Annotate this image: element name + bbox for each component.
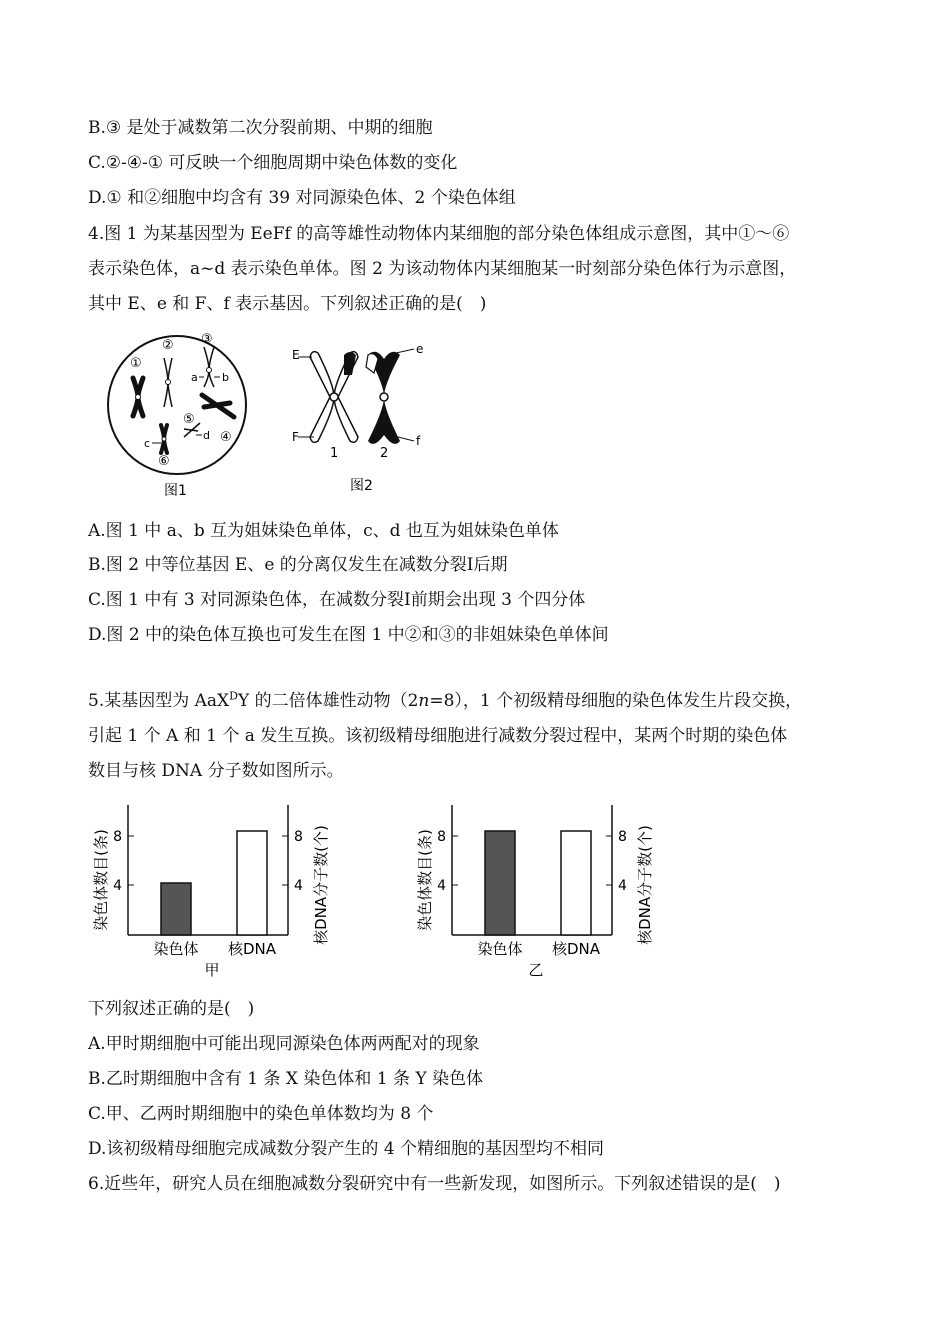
q3-option-c: C.②-④-① 可反映一个细胞周期中染色体数的变化	[88, 153, 458, 173]
chromosome-pair-2	[366, 349, 414, 444]
gene-label-F: F	[292, 430, 299, 444]
figure-1-caption: 图1	[164, 483, 187, 499]
q5-option-d: D.该初级精母细胞完成减数分裂产生的 4 个精细胞的基因型均不相同	[88, 1139, 605, 1159]
label-chromatid-a: a	[191, 371, 198, 384]
figure-1-cell-diagram	[100, 325, 260, 500]
q5-option-b: B.乙时期细胞中含有 1 条 X 染色体和 1 条 Y 染色体	[88, 1069, 484, 1089]
q4-option-c: C.图 1 中有 3 对同源染色体，在减数分裂Ⅰ前期会出现 3 个四分体	[88, 590, 586, 610]
chart-jia-ytick-left-4: 4	[113, 878, 122, 894]
bar-chart-yi	[412, 795, 672, 985]
chart-jia-ytick-left-8: 8	[113, 829, 122, 845]
chart-yi-title: 乙	[528, 961, 544, 979]
chart-jia-bar-chromosome	[161, 883, 191, 935]
label-chromatid-c: c	[144, 437, 151, 450]
chart-yi-ytick-right-4: 4	[618, 878, 627, 894]
chart-yi-ytick-right-8: 8	[618, 829, 627, 845]
chromosome-pair-1	[298, 352, 358, 443]
figure-2-crossover-diagram	[292, 345, 442, 495]
chart-yi-ytick-left-8: 8	[437, 829, 446, 845]
label-chromosome-3: ③	[201, 332, 213, 347]
q5-stem-part-a: 5.某基因型为 AaX	[88, 691, 230, 711]
q5-stem-part-c: =8），1 个初级精母细胞的染色体发生片段交换，	[429, 691, 803, 711]
figure-2-number-1: 1	[330, 446, 339, 461]
q5-option-a: A.甲时期细胞中可能出现同源染色体两两配对的现象	[88, 1034, 480, 1054]
chart-jia-ylabel: 染色体数目(条)	[92, 829, 110, 931]
q5-stem-part-b: Y 的二倍体雄性动物（2	[237, 691, 419, 711]
label-chromatid-b: b	[222, 371, 229, 384]
q6-stem-line1: 6.近些年，研究人员在细胞减数分裂研究中有一些新发现，如图所示。下列叙述错误的是( )	[88, 1174, 781, 1194]
q4-stem-line1: 4.图 1 为某基因型为 EeFf 的高等雄性动物体内某细胞的部分染色体组成示意图，其中①～⑥	[88, 224, 790, 244]
chart-yi-bar-dna	[561, 831, 591, 935]
label-chromosome-6: ⑥	[158, 454, 170, 469]
q5-stem-italic-n: n	[418, 691, 430, 711]
chart-yi-bar-chromosome	[485, 831, 515, 935]
q4-option-d: D.图 2 中的染色体互换也可发生在图 1 中②和③的非姐妹染色单体间	[88, 625, 609, 645]
q4-option-b: B.图 2 中等位基因 E、e 的分离仅发生在减数分裂Ⅰ后期	[88, 555, 508, 575]
label-chromosome-2: ②	[162, 338, 174, 353]
q5-stem-line2: 引起 1 个 A 和 1 个 a 发生互换。该初级精母细胞进行减数分裂过程中，某两个时期的染色体	[88, 726, 788, 746]
q5-option-c: C.甲、乙两时期细胞中的染色单体数均为 8 个	[88, 1104, 434, 1124]
label-chromosome-1: ①	[130, 356, 142, 371]
q4-stem-line2: 表示染色体，a~d 表示染色单体。图 2 为该动物体内某细胞某一时刻部分染色体行为示意图，	[88, 259, 797, 279]
chart-yi-ylabel: 染色体数目(条)	[416, 829, 434, 931]
q5-question: 下列叙述正确的是( )	[88, 999, 255, 1019]
chart-jia-ytick-right-8: 8	[294, 829, 303, 845]
q4-stem-line3: 其中 E、e 和 F、f 表示基因。下列叙述正确的是( )	[88, 294, 487, 314]
q3-option-b: B.③ 是处于减数第二次分裂前期、中期的细胞	[88, 118, 433, 138]
q4-option-a: A.图 1 中 a、b 互为姐妹染色单体，c、d 也互为姐妹染色单体	[88, 521, 559, 541]
figure-2-number-2: 2	[380, 446, 389, 461]
chart-yi-category-dna: 核DNA	[551, 940, 601, 958]
gene-label-E: E	[292, 348, 300, 362]
chart-yi-category-chromosome: 染色体	[477, 940, 523, 958]
chart-jia-category-chromosome: 染色体	[153, 940, 199, 958]
chart-yi-ytick-left-4: 4	[437, 878, 446, 894]
q5-stem-line3: 数目与核 DNA 分子数如图所示。	[88, 761, 344, 781]
bar-chart-jia	[88, 795, 348, 985]
chart-jia-title: 甲	[204, 961, 220, 979]
q5-stem-superscript: D	[229, 689, 238, 703]
chart-jia-y2label: 核DNA分子数(个)	[312, 825, 330, 945]
label-chromatid-d: d	[203, 429, 210, 442]
label-chromosome-4: ④	[220, 430, 232, 445]
chart-jia-ytick-right-4: 4	[294, 878, 303, 894]
q3-option-d: D.① 和②细胞中均含有 39 对同源染色体、2 个染色体组	[88, 188, 516, 208]
figure-2-caption: 图2	[350, 478, 373, 494]
gene-label-e: e	[416, 345, 424, 356]
chart-jia-category-dna: 核DNA	[227, 940, 277, 958]
chart-jia-bar-dna	[237, 831, 267, 935]
gene-label-f: f	[416, 434, 421, 448]
q5-stem-line1	[88, 689, 802, 713]
chart-yi-y2label: 核DNA分子数(个)	[636, 825, 654, 945]
label-chromosome-5: ⑤	[183, 412, 195, 427]
